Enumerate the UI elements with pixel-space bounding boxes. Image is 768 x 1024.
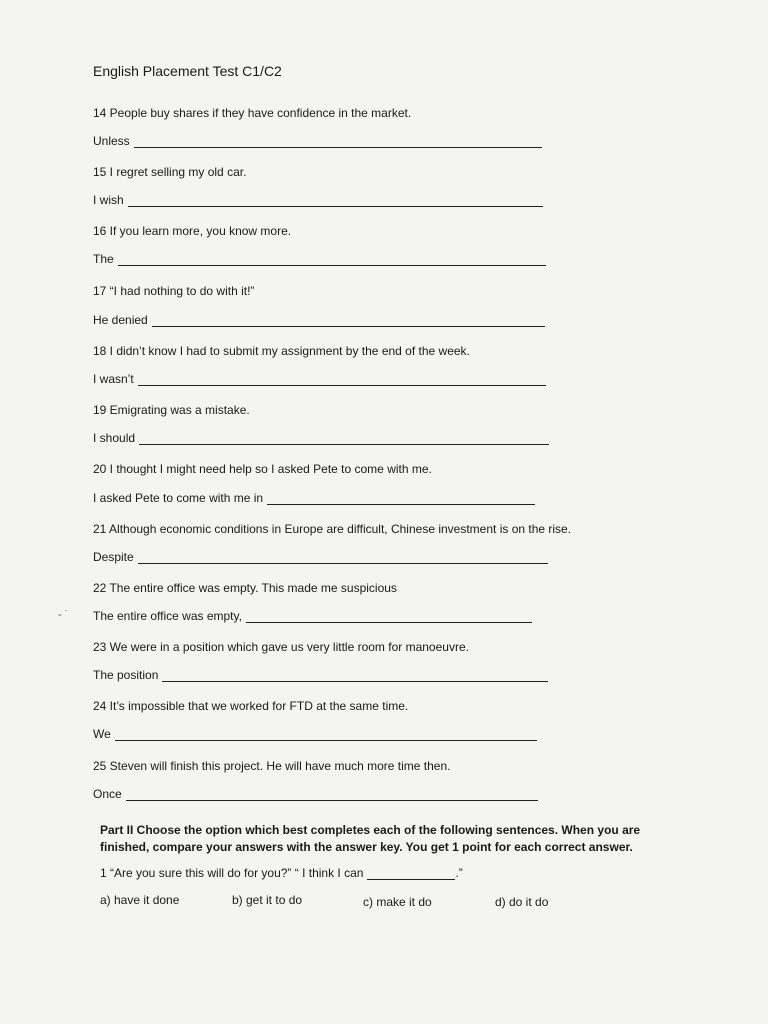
answer-blank[interactable] <box>139 432 549 445</box>
answer-blank[interactable] <box>115 728 537 741</box>
answer-stem: The entire office was empty, <box>93 609 242 623</box>
question-prompt: 21 Although economic conditions in Europe are difficult, Chinese investment is on the rise. <box>93 522 572 536</box>
answer-blank[interactable] <box>128 194 543 207</box>
answer-line <box>93 372 546 386</box>
page-title: English Placement Test C1/C2 <box>93 63 282 79</box>
answer-stem: I wasn’t <box>93 372 134 386</box>
answer-line <box>93 491 535 505</box>
question-prompt: 15 I regret selling my old car. <box>93 165 247 179</box>
answer-line <box>93 668 548 682</box>
question-prompt: 20 I thought I might need help so I asked Pete to come with me. <box>93 462 432 476</box>
question-prompt: 25 Steven will finish this project. He will have much more time then. <box>93 759 451 773</box>
answer-line <box>93 431 549 445</box>
answer-line <box>93 787 538 801</box>
question-prompt: 17 “I had nothing to do with it!” <box>93 284 255 298</box>
answer-stem: Unless <box>93 134 130 148</box>
answer-stem: I should <box>93 431 136 445</box>
question-prompt: 22 The entire office was empty. This made me suspicious <box>93 581 397 595</box>
answer-line <box>93 193 543 207</box>
answer-line <box>93 252 546 266</box>
option-c[interactable]: c) make it do <box>363 895 432 909</box>
answer-blank[interactable] <box>162 669 548 682</box>
answer-stem: The position <box>93 668 159 682</box>
answer-blank[interactable] <box>134 135 542 148</box>
mc-question-prompt: 1 “Are you sure this will do for you?” “ I think I can <box>100 866 364 880</box>
answer-line <box>93 313 545 327</box>
margin-mark: - ˙ <box>58 609 69 621</box>
mc-question-end: .” <box>455 866 463 880</box>
option-a[interactable]: a) have it done <box>100 893 180 907</box>
mc-question <box>100 866 463 880</box>
question-prompt: 14 People buy shares if they have confidence in the market. <box>93 106 412 120</box>
answer-blank[interactable] <box>152 314 545 327</box>
answer-blank[interactable] <box>246 610 532 623</box>
answer-stem: He denied <box>93 313 148 327</box>
option-d[interactable]: d) do it do <box>495 895 549 909</box>
answer-blank[interactable] <box>138 551 548 564</box>
option-b[interactable]: b) get it to do <box>232 893 303 907</box>
question-prompt: 16 If you learn more, you know more. <box>93 224 292 238</box>
question-prompt: 23 We were in a position which gave us very little room for manoeuvre. <box>93 640 469 654</box>
answer-stem: I asked Pete to come with me in <box>93 491 264 505</box>
answer-blank[interactable] <box>138 373 546 386</box>
answer-stem: Despite <box>93 550 134 564</box>
answer-line <box>93 609 532 623</box>
answer-blank[interactable] <box>367 867 455 880</box>
answer-blank[interactable] <box>118 253 546 266</box>
answer-stem: We <box>93 727 111 741</box>
answer-blank[interactable] <box>267 492 535 505</box>
question-prompt: 18 I didn’t know I had to submit my assignment by the end of the week. <box>93 344 470 358</box>
part2-instructions: Part II Choose the option which best completes each of the following sentences. When you are finished, compare your answers with the answer key. You get 1 point for each correct answer. <box>100 823 641 854</box>
question-prompt: 24 It’s impossible that we worked for FTD at the same time. <box>93 699 409 713</box>
answer-blank[interactable] <box>126 788 538 801</box>
answer-stem: Once <box>93 787 122 801</box>
answer-stem: The <box>93 252 114 266</box>
answer-line <box>93 727 537 741</box>
answer-stem: I wish <box>93 193 124 207</box>
question-prompt: 19 Emigrating was a mistake. <box>93 403 250 417</box>
answer-line <box>93 134 542 148</box>
answer-line <box>93 550 548 564</box>
